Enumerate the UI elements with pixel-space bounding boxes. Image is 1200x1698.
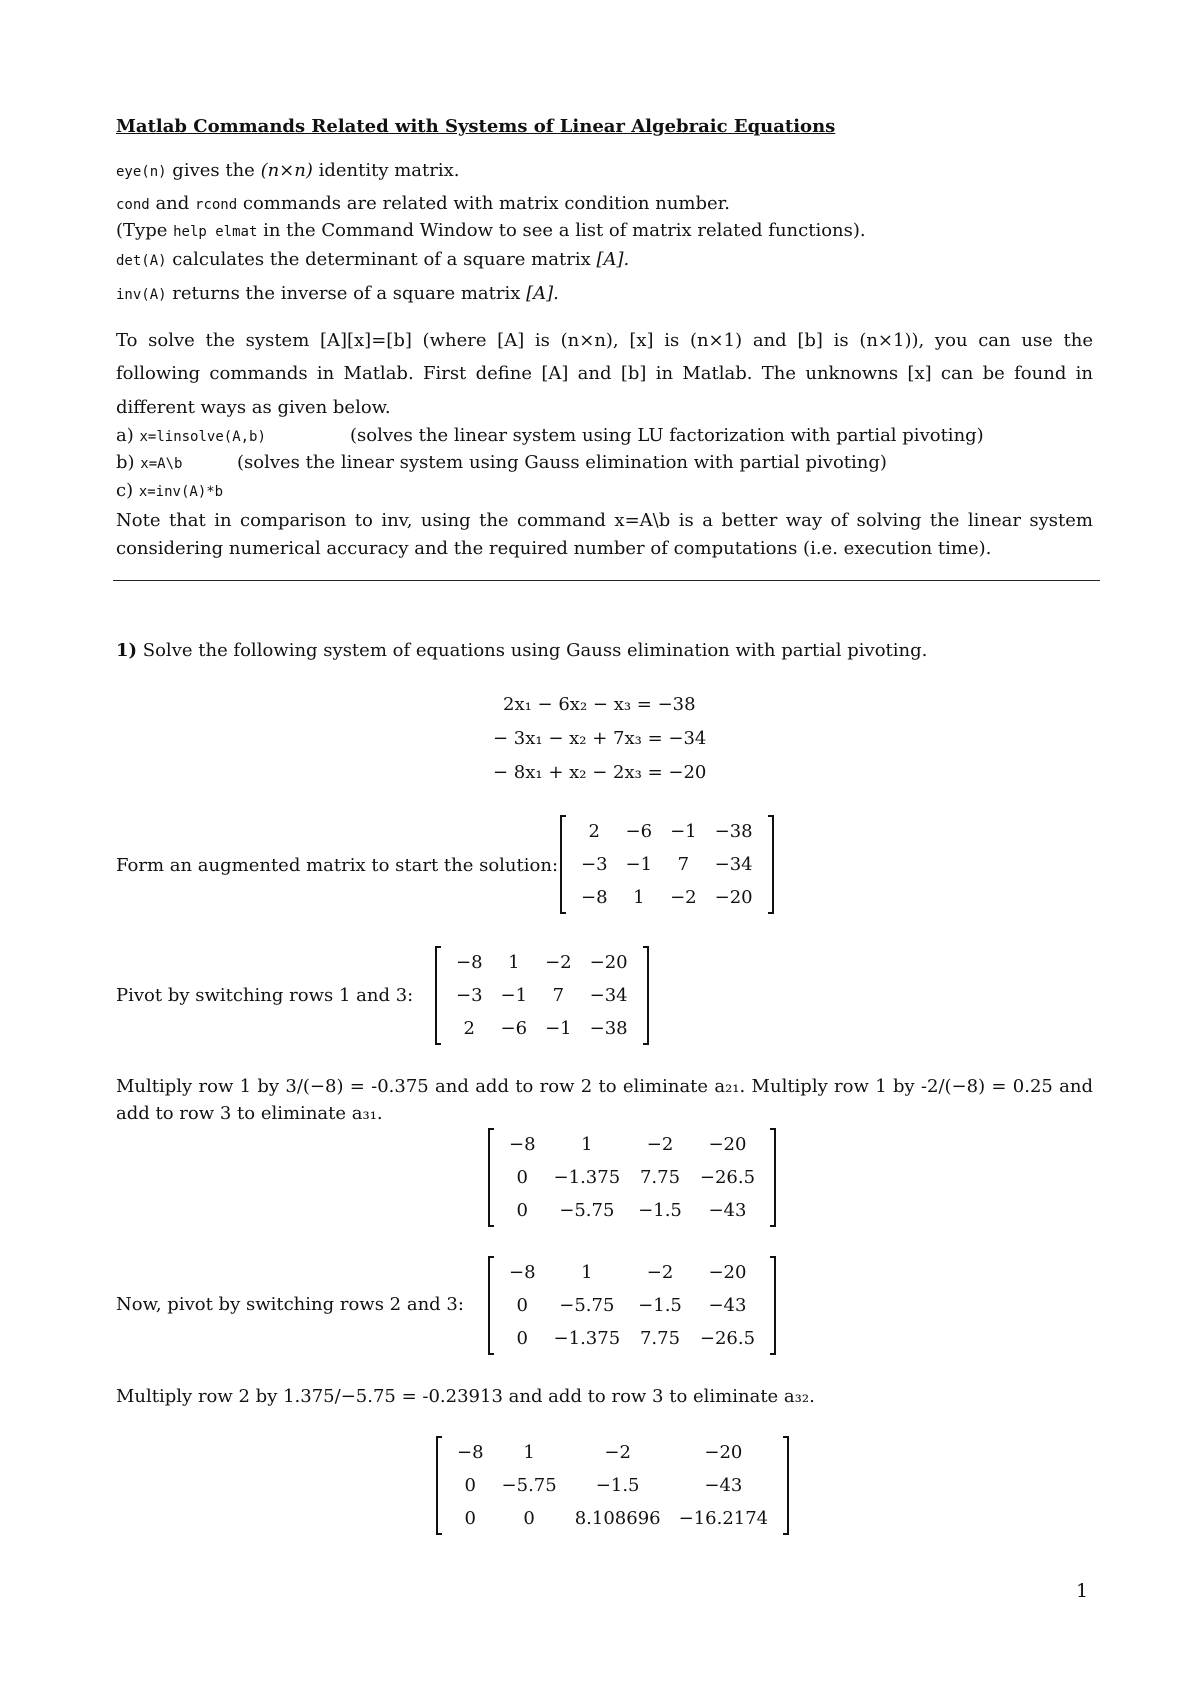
linsolve-command: x=linsolve(A,b) [139, 429, 266, 445]
solve-line-2: following commands in Matlab. First define [A] and [b] in Matlab. The unknowns [x] can be found in [116, 363, 1093, 384]
matrix-row [447, 946, 637, 979]
matrix-cell: −1 [670, 821, 697, 842]
section-divider [113, 580, 1100, 581]
equation-3: − 8x₁ + x₂ − 2x₃ = −20 [493, 762, 707, 783]
option-c: c) x=inv(A)*b [116, 480, 224, 501]
matrix-cell: −2 [646, 1134, 674, 1155]
pivot2-matrix [488, 1256, 776, 1355]
matrix-row [448, 1502, 777, 1535]
matrix-cell: −2 [646, 1262, 674, 1283]
matrix-cell: −20 [708, 1262, 747, 1283]
matrix-cell: −1.5 [638, 1200, 682, 1221]
matrix-cell: −2 [670, 887, 697, 908]
matrix-row [500, 1128, 764, 1161]
matrix-cell: −1 [625, 854, 653, 875]
matrix-cell: −1.5 [638, 1295, 682, 1316]
inv-mult-command: x=inv(A)*b [138, 484, 224, 500]
option-a-text: (solves the linear system using LU factorization with partial pivoting) [350, 425, 984, 446]
matrix-cell: 0 [516, 1167, 528, 1188]
matrix-cell: −2 [545, 952, 572, 973]
eye-command: eye(n) [116, 164, 167, 180]
matrix-cell: −20 [714, 887, 753, 908]
note-line-1: Note that in comparison to inv, using the command x=A\b is a better way of solving the linear system [116, 510, 1093, 531]
matrix-cell: 0 [523, 1508, 535, 1529]
matrix-cell: −2 [604, 1442, 631, 1463]
cond-command: cond [116, 197, 150, 213]
matrix-row [447, 979, 637, 1012]
matrix-cell: 7 [677, 854, 690, 875]
matrix-row [448, 1469, 777, 1502]
matrix-row [500, 1161, 764, 1194]
upper-triangular-matrix [436, 1436, 789, 1535]
augment-label: Form an augmented matrix to start the solution: [116, 855, 559, 876]
matrix-cell: −8 [581, 887, 608, 908]
det-command: det(A) [116, 253, 167, 269]
matrix-cell: −38 [589, 1018, 628, 1039]
eliminate1-matrix [488, 1128, 776, 1227]
matrix-cell: 1 [523, 1442, 535, 1463]
matrix-cell: −20 [704, 1442, 743, 1463]
matrix-cell: −3 [581, 854, 608, 875]
matrix-cell: −26.5 [699, 1167, 756, 1188]
multiply2-line: Multiply row 2 by 1.375/−5.75 = -0.23913 and add to row 3 to eliminate a₃₂. [116, 1386, 815, 1407]
matrix-table [500, 1128, 764, 1227]
problem-statement: 1) Solve the following system of equations using Gauss elimination with partial pivoting. [116, 640, 928, 661]
option-a: a) x=linsolve(A,b) [116, 425, 266, 446]
matrix-cell: −26.5 [699, 1328, 756, 1349]
matrix-cell: −8 [457, 1442, 484, 1463]
matrix-cell: −1.375 [553, 1167, 621, 1188]
matrix-cell: 0 [464, 1475, 476, 1496]
pivot1-matrix [435, 946, 649, 1045]
matrix-cell: −1 [500, 985, 528, 1006]
matrix-table [447, 946, 637, 1045]
matrix-cell: 1 [581, 1134, 593, 1155]
help-description: (Type help elmat in the Command Window to see a list of matrix related functions). [116, 220, 866, 241]
matrix-row [572, 848, 762, 881]
matrix-cell: −5.75 [559, 1200, 615, 1221]
matrix-cell: −34 [714, 854, 753, 875]
matrix-table [500, 1256, 764, 1355]
note-line-2: considering numerical accuracy and the required number of computations (i.e. execution time). [116, 538, 992, 559]
matrix-cell: −20 [589, 952, 628, 973]
matrix-cell: −5.75 [559, 1295, 615, 1316]
pivot2-label: Now, pivot by switching rows 2 and 3: [116, 1294, 464, 1315]
help-command: help elmat [173, 224, 258, 240]
matrix-cell: −1.5 [595, 1475, 640, 1496]
matrix-cell: −5.75 [501, 1475, 557, 1496]
page-number: 1 [1076, 1580, 1089, 1602]
matrix-row [447, 1012, 637, 1045]
matrix-row [572, 881, 762, 914]
matrix-cell: 7 [552, 985, 565, 1006]
matrix-cell: −8 [509, 1262, 536, 1283]
matrix-table [448, 1436, 777, 1535]
eye-description: eye(n) gives the (n×n) identity matrix. [116, 160, 460, 181]
matrix-cell: −43 [704, 1475, 743, 1496]
backslash-command: x=A\b [140, 456, 183, 472]
matrix-row [572, 815, 762, 848]
matrix-cell: −20 [708, 1134, 747, 1155]
solve-line-1: To solve the system [A][x]=[b] (where [A] is (n×n), [x] is (n×1) and [b] is (n×1)), you can use the [116, 330, 1093, 351]
matrix-cell: 1 [581, 1262, 593, 1283]
matrix-row [500, 1256, 764, 1289]
matrix-cell: 2 [588, 821, 600, 842]
matrix-cell: −8 [509, 1134, 536, 1155]
matrix-cell: −1 [545, 1018, 572, 1039]
matrix-cell: −3 [456, 985, 483, 1006]
matrix-cell: −1.375 [553, 1328, 621, 1349]
matrix-cell: −43 [708, 1295, 747, 1316]
inv-command: inv(A) [116, 287, 167, 303]
matrix-row [500, 1289, 764, 1322]
rcond-command: rcond [195, 197, 238, 213]
option-b: b) x=A\b [116, 452, 183, 473]
matrix-cell: 2 [463, 1018, 475, 1039]
matrix-cell: 1 [633, 887, 645, 908]
eye-math: (n×n) [260, 160, 313, 181]
matrix-row [500, 1194, 764, 1227]
matrix-cell: −6 [500, 1018, 528, 1039]
matrix-cell: −34 [589, 985, 628, 1006]
matrix-cell: 7.75 [639, 1167, 681, 1188]
matrix-row [500, 1322, 764, 1355]
equation-1: 2x₁ − 6x₂ − x₃ = −38 [503, 694, 696, 715]
det-description: det(A) calculates the determinant of a square matrix [A]. [116, 249, 630, 270]
option-b-text: (solves the linear system using Gauss elimination with partial pivoting) [237, 452, 887, 473]
matrix-row [448, 1436, 777, 1469]
matrix-cell: 0 [516, 1295, 528, 1316]
solve-line-3: different ways as given below. [116, 397, 391, 418]
matrix-cell: −16.2174 [678, 1508, 769, 1529]
matrix-cell: 0 [516, 1200, 528, 1221]
inv-description: inv(A) returns the inverse of a square matrix [A]. [116, 283, 559, 304]
matrix-cell: −8 [456, 952, 483, 973]
augmented-matrix [560, 815, 774, 914]
equation-2: − 3x₁ − x₂ + 7x₃ = −34 [493, 728, 707, 749]
matrix-cell: 8.108696 [574, 1508, 661, 1529]
matrix-table [572, 815, 762, 914]
multiply1-line-2: add to row 3 to eliminate a₃₁. [116, 1103, 383, 1124]
matrix-cell: 7.75 [639, 1328, 681, 1349]
cond-description: cond and rcond commands are related with matrix condition number. [116, 193, 731, 214]
matrix-cell: −6 [625, 821, 653, 842]
multiply1-line-1: Multiply row 1 by 3/(−8) = -0.375 and add to row 2 to eliminate a₂₁. Multiply row 1 by -2/(−8) = 0.25 and [116, 1076, 1093, 1097]
pivot1-label: Pivot by switching rows 1 and 3: [116, 985, 414, 1006]
matrix-cell: −43 [708, 1200, 747, 1221]
matrix-cell: −38 [714, 821, 753, 842]
page-title: Matlab Commands Related with Systems of Linear Algebraic Equations [116, 116, 836, 137]
matrix-cell: 0 [516, 1328, 528, 1349]
matrix-cell: 1 [508, 952, 520, 973]
problem-number: 1) [116, 640, 138, 661]
matrix-cell: 0 [464, 1508, 476, 1529]
